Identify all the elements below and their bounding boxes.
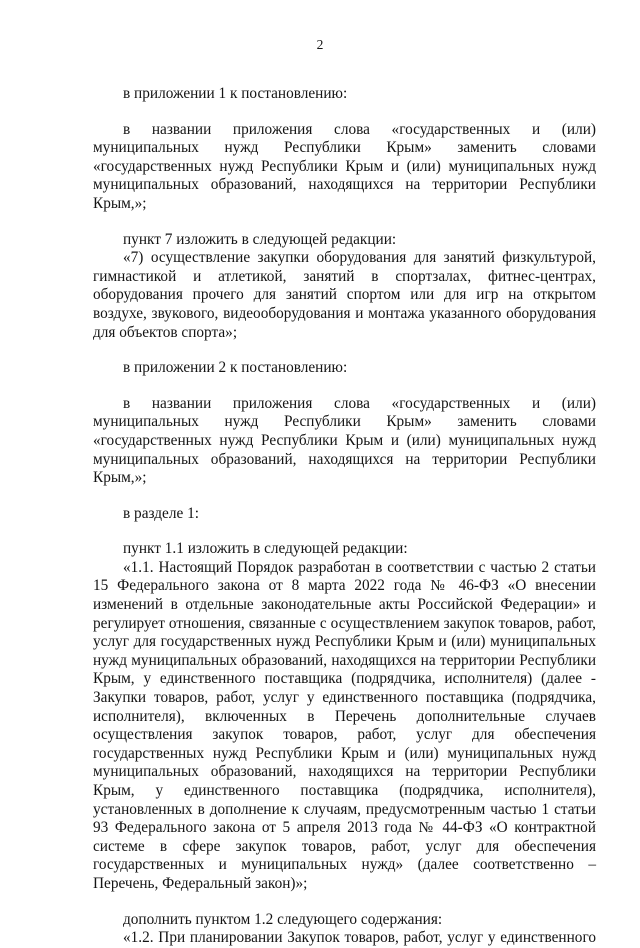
paragraph-item-1-1-text: «1.1. Настоящий Порядок разработан в соответствии с частью 2 статьи 15 Федерального закона от 8 марта 2022 года № 46-ФЗ «О внесении изменений в отдельные законодательные акты Российской Федерации» и регулирует отношения, связанные с осуществлением закупок товаров, работ, услуг для государственных нужд Республики Крым и (или) муниципальных нужд муниципальных образований, находящихся на территории Республики Крым, у единственного поставщика (подрядчика, исполнителя) (далее - Закупки товаров, работ, услуг у единственного поставщика (подрядчика, исполнителя), включенных в Перечень дополнительные случаев осуществления закупок товаров, работ, услуг для обеспечения государственных нужд Республики Крым и (или) муниципальных нужд муниципальных образований, находящихся на территории Республики Крым, у единственного поставщика (подрядчика, исполнителя), установленных в дополнение к случаям, предусмотренным частью 1 статьи 93 Федерального закона от 5 апреля 2013 года № 44-ФЗ «О контрактной системе в сфере закупок товаров, работ, услуг для обеспечения государственных и муниципальных нужд» (далее соответственно – Перечень, Федеральный закон)»; [93,558,596,892]
paragraph-section-1-heading: в разделе 1: [123,504,199,522]
paragraph-item-7-intro: пункт 7 изложить в следующей редакции: [123,230,397,248]
paragraph-item-7-text: «7) осуществление закупки оборудования для занятий физкультурой, гимнастикой и атлетикой, занятий в спортзалах, фитнес-центрах, оборудования прочего для занятий спортом или для игр на открытом воздухе, звукового, видеооборудования и монтажа указанного оборудования для объектов спорта»; [93,249,596,341]
document-body [93,85,596,948]
page-number: 2 [316,37,324,52]
paragraph-appendix-1-title-change: в названии приложения слова «государственных и (или) муниципальных нужд Республики Крым» заменить словами «государственных нужд Республики Крым и (или) муниципальных нужд муниципальных образований, находящихся на территории Республики Крым,»; [93,120,596,212]
paragraph-item-1-1-intro: пункт 1.1 изложить в следующей редакции: [123,540,408,558]
paragraph-item-1-2-intro: дополнить пунктом 1.2 следующего содержания: [123,910,443,928]
paragraph-item-1-2-text: «1.2. При планировании Закупок товаров, работ, услуг у единственного [123,929,596,947]
paragraph-appendix-1-heading: в приложении 1 к постановлению: [123,85,348,102]
paragraph-appendix-2-heading: в приложении 2 к постановлению: [123,359,348,377]
paragraph-appendix-2-title-change: в названии приложения слова «государственных и (или) муниципальных нужд Республики Крым» заменить словами «государственных нужд Республики Крым и (или) муниципальных нужд муниципальных образований, находящихся на территории Республики Крым,»; [93,394,596,487]
